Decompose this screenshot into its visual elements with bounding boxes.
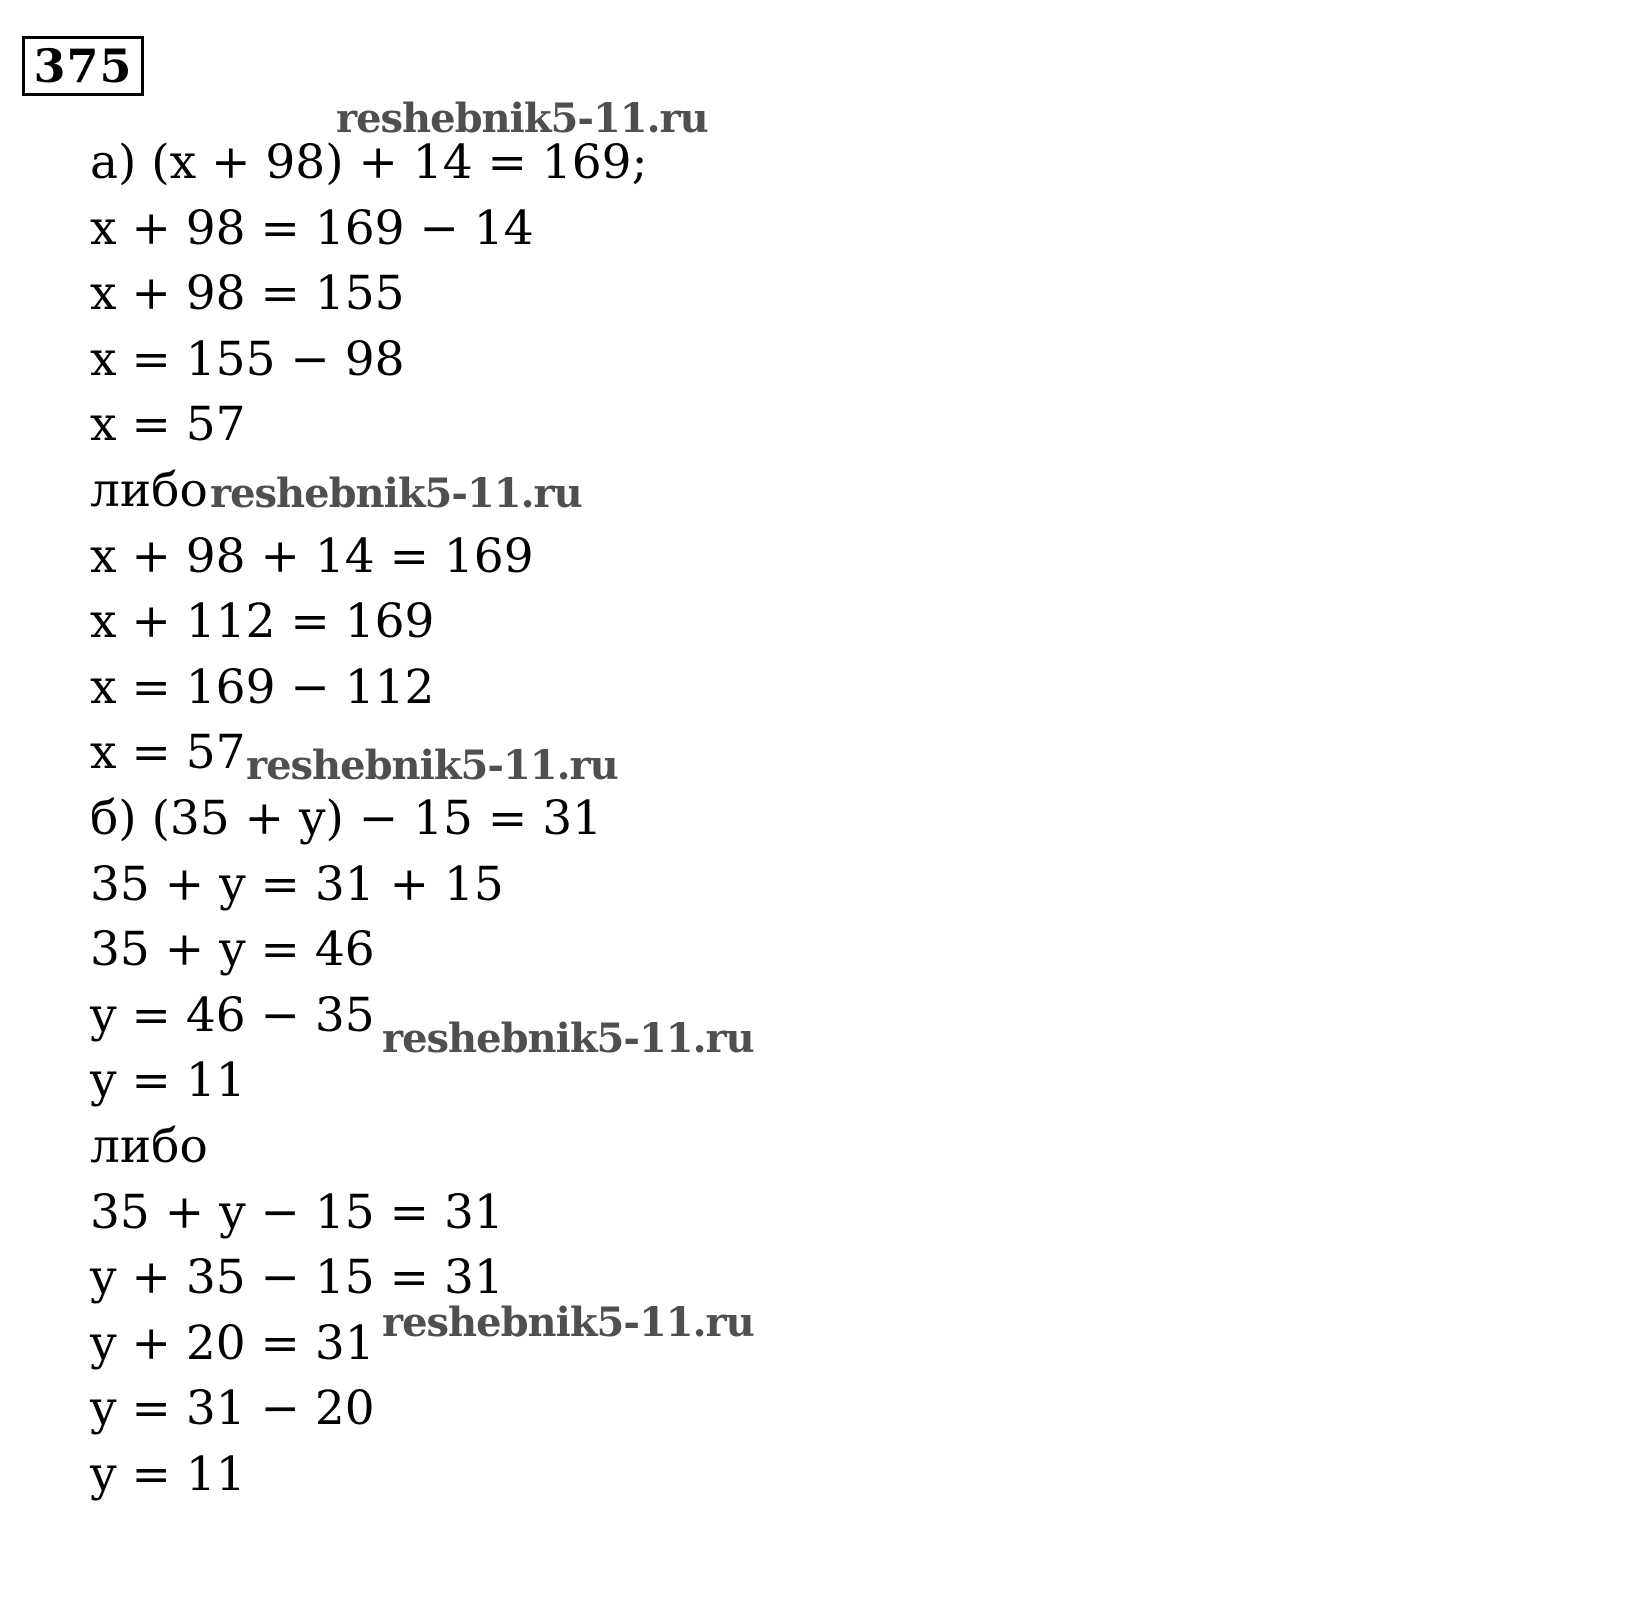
alternative-label: либо xyxy=(90,1118,208,1174)
solution-line-a-equation: а) (x + 98) + 14 = 169; xyxy=(90,135,648,190)
solution-line-answer: y = 11 xyxy=(90,1446,246,1502)
solution-line: x = 155 − 98 xyxy=(90,331,405,387)
solution-line: 35 + y = 31 + 15 xyxy=(90,856,504,912)
solution-line: y = 46 − 35 xyxy=(90,987,375,1043)
watermark: reshebnik5-11.ru xyxy=(382,1015,754,1062)
watermark: reshebnik5-11.ru xyxy=(246,742,618,789)
watermark: reshebnik5-11.ru xyxy=(210,470,582,517)
problem-number-box: 375 xyxy=(22,36,144,96)
solution-line: y + 20 = 31 xyxy=(90,1315,375,1371)
solution-line: x + 98 = 169 − 14 xyxy=(90,200,534,256)
solution-line: 35 + y = 46 xyxy=(90,922,375,978)
solution-line-answer: x = 57 xyxy=(90,725,246,781)
solution-line-b-equation: б) (35 + y) − 15 = 31 xyxy=(90,790,602,846)
solution-line: x + 98 = 155 xyxy=(90,266,405,322)
alternative-label: либо xyxy=(90,462,208,518)
solution-line-answer: y = 11 xyxy=(90,1053,246,1109)
solution-line: x = 169 − 112 xyxy=(90,659,435,715)
solution-line-answer: x = 57 xyxy=(90,397,246,453)
solution-line: y = 31 − 20 xyxy=(90,1381,375,1437)
watermark: reshebnik5-11.ru xyxy=(336,95,708,142)
solution-line: x + 98 + 14 = 169 xyxy=(90,528,534,584)
watermark: reshebnik5-11.ru xyxy=(382,1299,754,1346)
solution-line: 35 + y − 15 = 31 xyxy=(90,1184,504,1240)
solution-line: x + 112 = 169 xyxy=(90,594,435,650)
solution-line: y + 35 − 15 = 31 xyxy=(90,1250,504,1306)
